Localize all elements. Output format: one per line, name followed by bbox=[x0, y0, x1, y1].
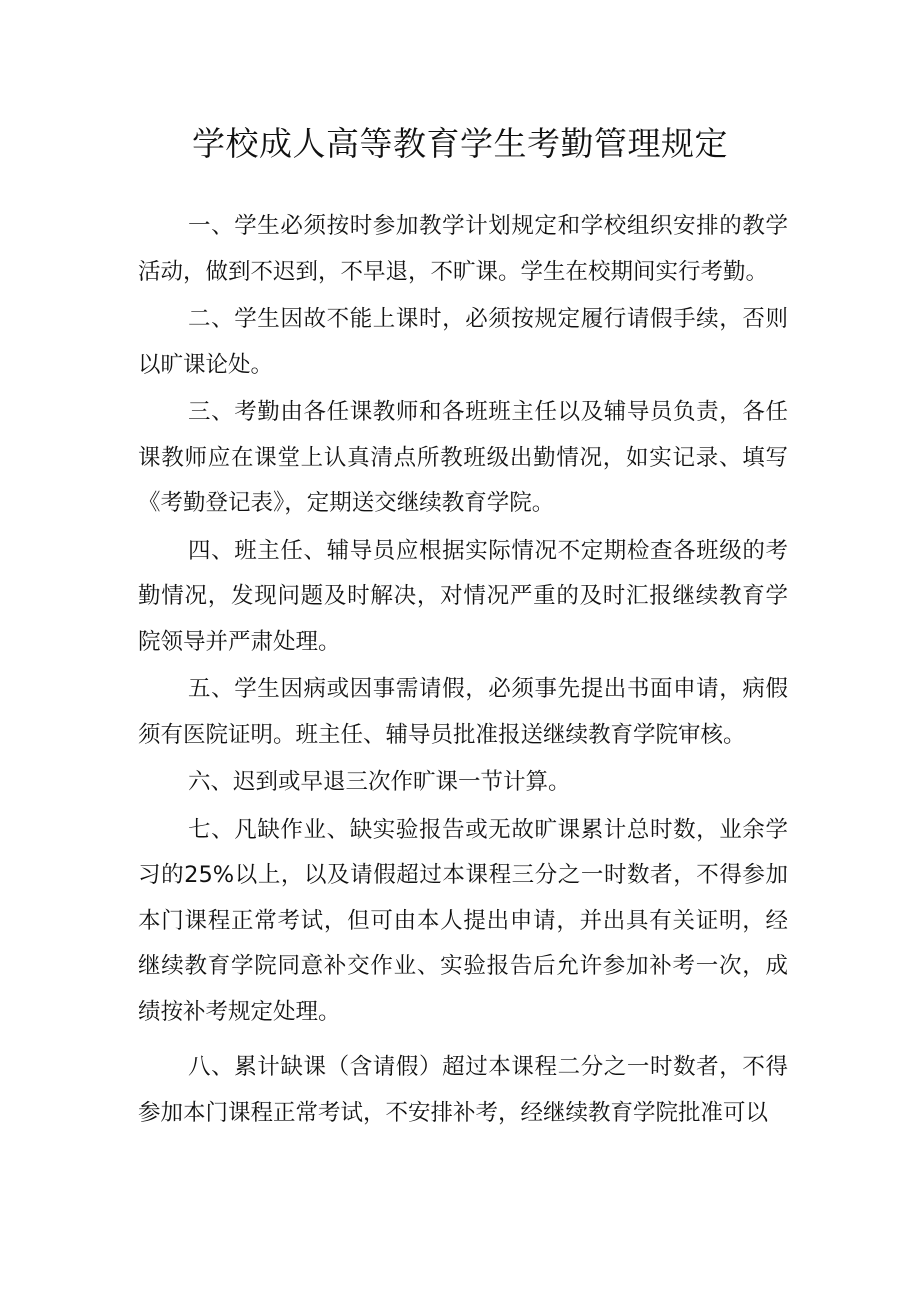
paragraph-3: 三、考勤由各任课教师和各班班主任以及辅导员负责，各任课教师应在课堂上认真清点所教班级出勤情况，如实记录、填写《考勤登记表》，定期送交继续教育学院。 bbox=[138, 399, 788, 516]
paragraph-6: 六、迟到或早退三次作旷课一节计算。 bbox=[188, 769, 571, 795]
paragraph-7: 七、凡缺作业、缺实验报告或无故旷课累计总时数，业余学习的25%以上，以及请假超过本课程三分之一时数者，不得参加本门课程正常考试，但可由本人提出申请，并出具有关证明，经继续教育学院同意补交作业、实验报告后允许参加补考一次，成绩按补考规定处理。 bbox=[138, 816, 788, 1025]
paragraph-2: 二、学生因故不能上课时，必须按规定履行请假手续，否则以旷课论处。 bbox=[138, 306, 788, 378]
paragraph-4: 四、班主任、辅导员应根据实际情况不定期检查各班级的考勤情况，发现问题及时解决，对情况严重的及时汇报继续教育学院领导并严肃处理。 bbox=[138, 537, 788, 655]
document-body bbox=[138, 204, 788, 1136]
paragraph-1: 一、学生必须按时参加教学计划规定和学校组织安排的教学活动，做到不迟到，不早退，不旷课。学生在校期间实行考勤。 bbox=[138, 213, 788, 285]
document-title: 学校成人高等教育学生考勤管理规定 bbox=[192, 124, 728, 163]
paragraph-5: 五、学生因病或因事需请假，必须事先提出书面申请，病假须有医院证明。班主任、辅导员批准报送继续教育学院审核。 bbox=[138, 676, 788, 748]
paragraph-8: 八、累计缺课（含请假）超过本课程二分之一时数者，不得参加本门课程正常考试，不安排补考，经继续教育学院批准可以 bbox=[138, 1054, 788, 1126]
